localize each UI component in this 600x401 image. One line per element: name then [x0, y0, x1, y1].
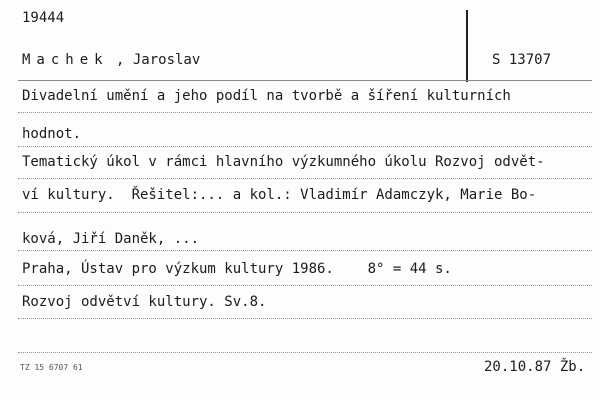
note-line-1: Tematický úkol v rámci hlavního výzkumného úkolu Rozvoj odvět- — [22, 154, 545, 170]
ruled-line — [18, 178, 592, 179]
title-line-1: Divadelní umění a jeho podíl na tvorbě a šíření kulturních — [22, 88, 511, 104]
print-code: TZ 15 6707 61 — [20, 363, 83, 372]
date-initials: 20.10.87 Žb. — [484, 359, 586, 375]
title-line-2: hodnot. — [22, 126, 82, 142]
vertical-divider — [466, 10, 468, 82]
shelf-signature: S 13707 — [492, 52, 552, 68]
author-surname: Machek — [22, 52, 109, 68]
author-given-name: , Jaroslav — [116, 52, 201, 68]
ruled-line — [18, 212, 592, 213]
header-rule — [18, 80, 592, 81]
note-line-2: ví kultury. Řešitel:... a kol.: Vladimír Adamczyk, Marie Bo- — [22, 187, 537, 203]
imprint-line: Praha, Ústav pro výzkum kultury 1986. 8° = 44 s. — [22, 261, 452, 277]
ruled-line — [18, 112, 592, 113]
note-line-3: ková, Jiří Daněk, ... — [22, 231, 200, 247]
ruled-line — [18, 146, 592, 147]
ruled-line — [18, 352, 592, 353]
ruled-line — [18, 285, 592, 286]
card-number: 19444 — [22, 10, 65, 26]
ruled-line — [18, 318, 592, 319]
series-line: Rozvoj odvětví kultury. Sv.8. — [22, 294, 267, 310]
ruled-line — [18, 250, 592, 251]
